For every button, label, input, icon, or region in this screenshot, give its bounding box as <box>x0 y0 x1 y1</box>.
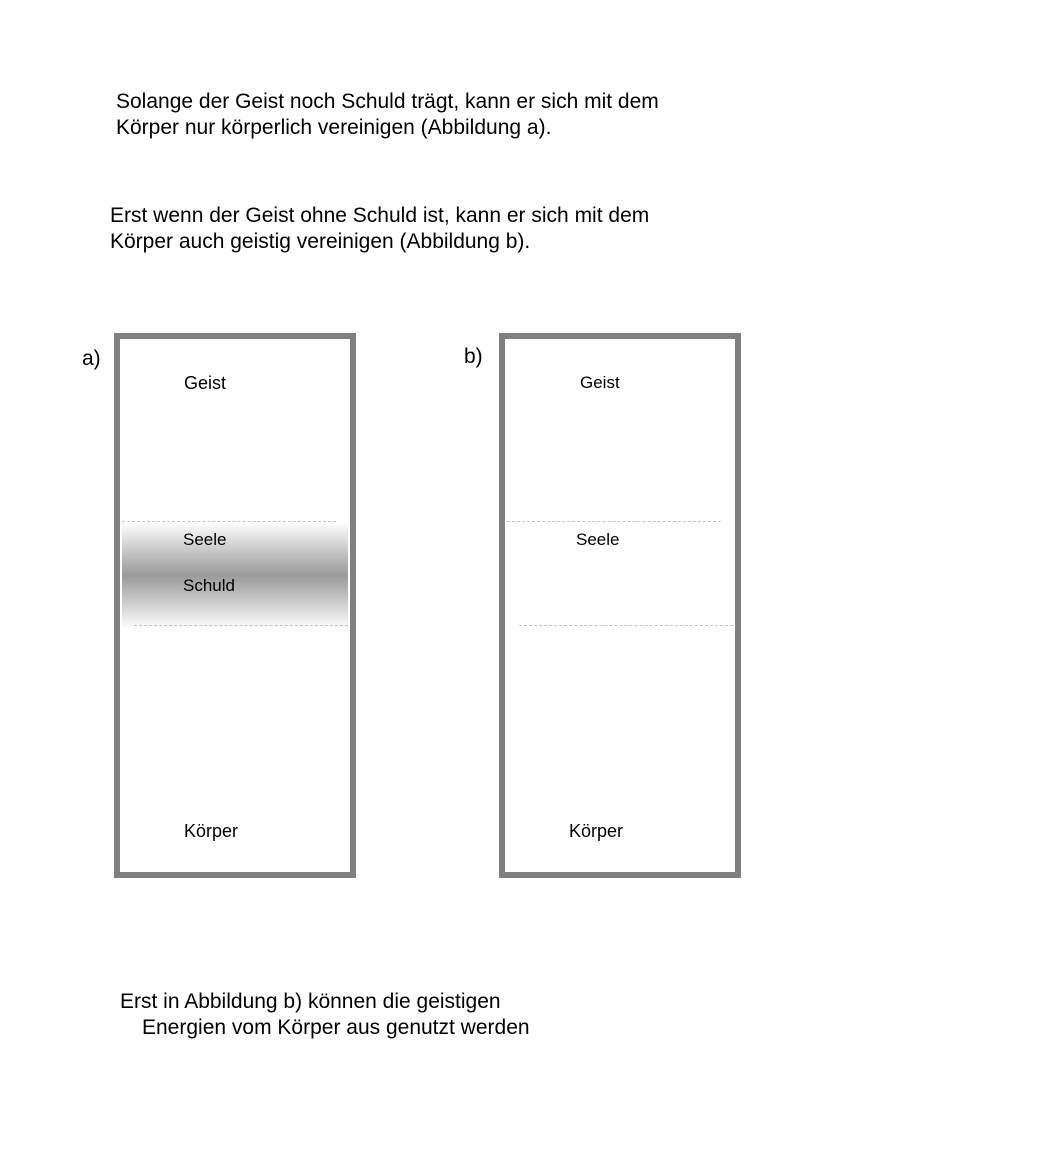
conclusion-paragraph <box>120 989 530 1041</box>
intro-paragraph-1-line-2: Körper nur körperlich vereinigen (Abbildung a). <box>116 116 552 139</box>
intro-paragraph-2-line-1: Erst wenn der Geist ohne Schuld ist, kann er sich mit dem <box>110 204 650 227</box>
panel-b-frame <box>499 333 741 878</box>
panel-a-geist-label: Geist <box>184 373 227 393</box>
seele-bottom-divider <box>519 625 733 626</box>
panel-a-seele-label: Seele <box>183 530 227 549</box>
panel-b-geist-label: Geist <box>580 373 620 392</box>
guilt-band <box>122 522 348 629</box>
panel-a-schuld-label: Schuld <box>183 576 235 595</box>
seele-top-divider <box>122 521 336 522</box>
intro-paragraph-1-line-1: Solange der Geist noch Schuld trägt, kann er sich mit dem <box>116 90 659 113</box>
intro-paragraph-2-line-2: Körper auch geistig vereinigen (Abbildung b). <box>110 230 531 253</box>
panel-a-frame <box>114 333 356 878</box>
conclusion-line-1: Erst in Abbildung b) können die geistigen <box>120 990 501 1013</box>
seele-top-divider <box>507 521 721 522</box>
panel-a-koerper-label: Körper <box>184 821 239 841</box>
intro-paragraph-1 <box>116 89 659 141</box>
panel-b-seele-label: Seele <box>576 530 620 549</box>
seele-bottom-divider <box>134 625 348 626</box>
panel-b-koerper-label: Körper <box>569 821 624 841</box>
conclusion-line-2: Energien vom Körper aus genutzt werden <box>142 1016 530 1039</box>
panel-b-label: b) <box>464 345 483 368</box>
panel-a-label: a) <box>82 347 101 370</box>
intro-paragraph-2 <box>110 203 649 255</box>
